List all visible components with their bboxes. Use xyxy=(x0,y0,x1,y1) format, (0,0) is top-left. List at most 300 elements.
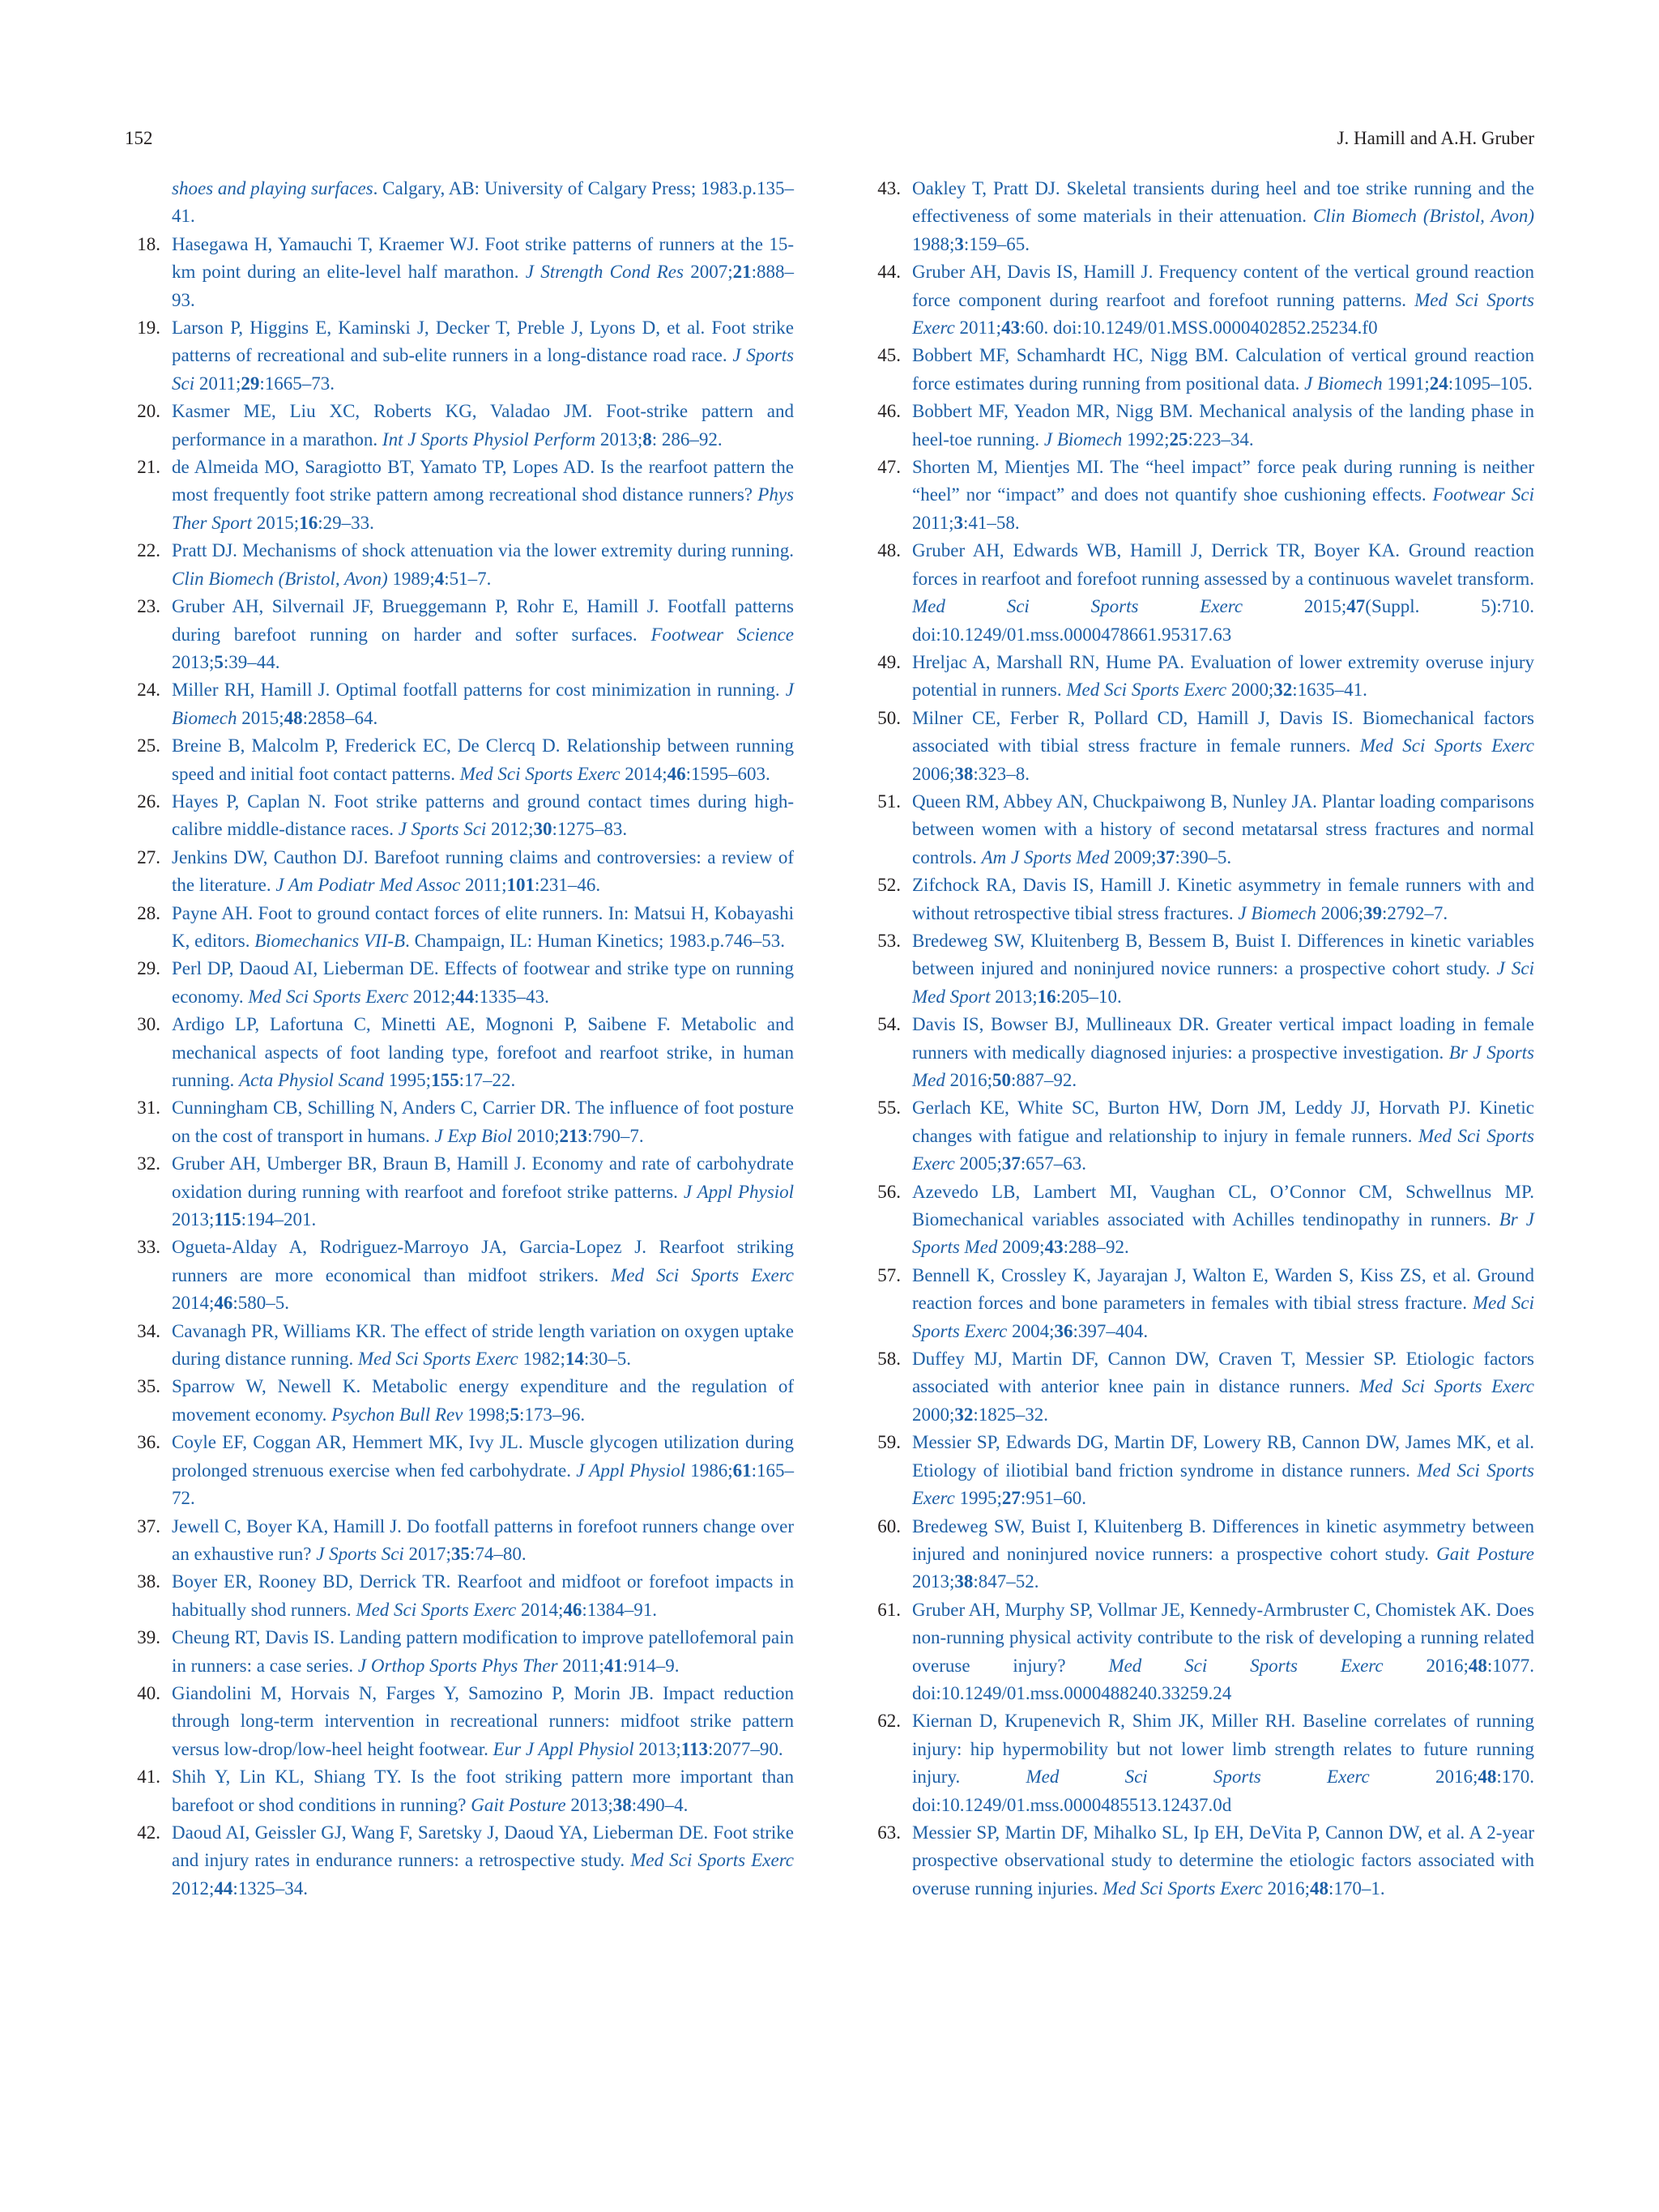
citation-year: 2017; xyxy=(403,1543,451,1564)
citation-year: 1988; xyxy=(912,233,955,254)
citation-pages: :1384–91. xyxy=(582,1599,657,1620)
citation-authors-title: Breine B, Malcolm P, Frederick EC, De Clercq D. Relationship between running speed and initial foot contact patterns. xyxy=(172,735,794,784)
citation-authors-title: Bredeweg SW, Buist I, Kluitenberg B. Differences in kinetic asymmetry between injured and noninjured novice runners: a prospective cohort study. xyxy=(912,1515,1534,1564)
citation-year: 2005; xyxy=(954,1153,1002,1174)
citation-authors-title: Hreljac A, Marshall RN, Hume PA. Evaluation of lower extremity overuse injury potential in runners. xyxy=(912,651,1534,701)
citation-volume: 16 xyxy=(299,512,318,533)
citation-journal: J Appl Physiol xyxy=(683,1181,794,1202)
citation-journal: J Exp Biol xyxy=(434,1125,513,1146)
citation-pages: :580–5. xyxy=(232,1293,290,1314)
citation-authors-title: Giandolini M, Horvais N, Farges Y, Samozino P, Morin JB. Impact reduction through long-term intervention in recreational runners: midfoot strike pattern versus low-drop/low-heel height footwear. xyxy=(172,1682,794,1759)
reference-number: 52. xyxy=(877,875,901,896)
citation-pages: :2077–90. xyxy=(708,1738,783,1759)
citation-year: . Calgary, AB: University of Calgary Press; 1983.p.135–41. xyxy=(172,178,794,227)
citation-journal: J Sports Sci xyxy=(172,345,794,394)
reference-citation[interactable] xyxy=(912,1596,1534,1708)
citation-journal: Med Sci Sports Exerc xyxy=(912,1460,1534,1509)
citation-volume: 44 xyxy=(214,1877,233,1899)
reference-citation[interactable] xyxy=(172,676,794,732)
reference-item xyxy=(125,1373,794,1429)
citation-journal: Phys Ther Sport xyxy=(172,484,794,533)
citation-journal: Gait Posture xyxy=(1436,1543,1534,1564)
reference-citation[interactable] xyxy=(172,1234,794,1317)
citation-year: 2013; xyxy=(912,1571,955,1592)
reference-number: 33. xyxy=(137,1237,160,1258)
reference-citation[interactable] xyxy=(172,1624,794,1680)
reference-number: 20. xyxy=(137,401,160,422)
reference-item xyxy=(125,955,794,1011)
citation-year: 2013; xyxy=(990,986,1038,1007)
citation-journal: J Appl Physiol xyxy=(576,1460,685,1481)
reference-citation[interactable] xyxy=(912,649,1534,705)
citation-authors-title: Milner CE, Ferber R, Pollard CD, Hamill J, Davis IS. Biomechanical factors associated with tibial stress fracture in female runners. xyxy=(912,707,1534,757)
citation-journal: Med Sci Sports Exerc xyxy=(912,289,1534,339)
reference-number: 48. xyxy=(877,540,901,561)
citation-authors-title: Kiernan D, Krupenevich R, Shim JK, Miller RH. Baseline correlates of running injury: hip hypermobility but not lower limb strength relates to future running injury. xyxy=(912,1711,1534,1788)
reference-citation[interactable] xyxy=(912,342,1534,398)
citation-journal: Br J Sports Med xyxy=(912,1042,1534,1090)
citation-pages: :1325–34. xyxy=(232,1877,309,1899)
citation-pages: : 286–92. xyxy=(651,428,723,450)
citation-authors-title: Zifchock RA, Davis IS, Hamill J. Kinetic asymmetry in female runners with and without retrospective tibial stress fractures. xyxy=(912,875,1534,923)
page-number: 152 xyxy=(125,128,153,148)
citation-pages: :1275–83. xyxy=(552,819,628,840)
citation-volume: 37 xyxy=(1156,846,1175,867)
reference-citation[interactable] xyxy=(172,1094,794,1150)
citation-pages: :231–46. xyxy=(535,875,601,896)
citation-pages: :888–93. xyxy=(172,262,795,310)
reference-number: 54. xyxy=(877,1014,901,1035)
citation-pages: :170–1. xyxy=(1328,1877,1385,1899)
citation-year: 1995; xyxy=(383,1070,432,1090)
reference-item xyxy=(125,1819,794,1903)
reference-item xyxy=(865,872,1534,927)
reference-item xyxy=(125,175,794,231)
citation-year: 2000; xyxy=(912,1404,955,1425)
citation-year: 2000; xyxy=(1226,680,1274,701)
citation-authors-title: Messier SP, Martin DF, Mihalko SL, Ip EH, DeVita P, Cannon DW, et al. A 2-year prospective observational study to determine the etiologic factors associated with overuse running injuries. xyxy=(912,1822,1534,1899)
citation-year: 2010; xyxy=(512,1125,560,1146)
reference-citation[interactable] xyxy=(172,788,794,844)
reference-number: 23. xyxy=(137,596,160,617)
citation-year: 2012; xyxy=(486,819,534,840)
citation-year: 1982; xyxy=(518,1349,565,1370)
citation-journal: Med Sci Sports Exerc xyxy=(1359,1376,1535,1397)
reference-number: 41. xyxy=(137,1767,160,1788)
reference-number: 58. xyxy=(877,1349,901,1370)
reference-citation[interactable] xyxy=(172,537,794,593)
reference-item xyxy=(125,314,794,398)
citation-authors-title: Bennell K, Crossley K, Jayarajan J, Walton E, Warden S, Kiss ZS, et al. Ground reaction forces and bone parameters in females with tibial stress fracture. xyxy=(912,1264,1534,1314)
citation-volume: 155 xyxy=(431,1070,459,1090)
citation-pages: :74–80. xyxy=(469,1543,527,1564)
reference-number: 26. xyxy=(137,791,160,812)
citation-year: 2011; xyxy=(194,373,241,394)
citation-pages: :2792–7. xyxy=(1381,902,1448,923)
reference-citation[interactable] xyxy=(912,1011,1534,1094)
citation-volume: 5 xyxy=(214,651,224,672)
reference-citation[interactable] xyxy=(172,1011,794,1094)
citation-authors-title: Azevedo LB, Lambert MI, Vaughan CL, O’Connor CM, Schwellnus MP. Biomechanical variables associated with Achilles tendinopathy in runners. xyxy=(912,1181,1534,1230)
citation-authors-title: Kasmer ME, Liu XC, Roberts KG, Valadao JM. Foot-strike pattern and performance in a marathon. xyxy=(172,401,794,450)
citation-year: 1992; xyxy=(1122,428,1170,450)
reference-number: 56. xyxy=(877,1181,901,1202)
reference-citation[interactable] xyxy=(172,1318,794,1374)
reference-citation[interactable] xyxy=(912,175,1534,258)
citation-journal: Biomechanics VII-B xyxy=(254,930,406,951)
citation-journal: Footwear Sci xyxy=(1432,484,1534,505)
reference-citation[interactable] xyxy=(172,1819,794,1903)
citation-pages: :847–52. xyxy=(973,1571,1039,1592)
reference-number: 38. xyxy=(137,1571,160,1592)
citation-journal: Footwear Science xyxy=(650,624,794,645)
citation-authors-title: Perl DP, Daoud AI, Lieberman DE. Effects of footwear and strike type on running economy. xyxy=(172,958,794,1007)
citation-authors-title: Daoud AI, Geissler GJ, Wang F, Saretsky J, Daoud YA, Lieberman DE. Foot strike and injury rates in endurance runners: a retrospective study. xyxy=(172,1822,794,1871)
citation-pages: :205–10. xyxy=(1056,986,1122,1007)
citation-year: 2015; xyxy=(252,512,300,533)
reference-citation[interactable] xyxy=(172,231,794,314)
reference-number: 53. xyxy=(877,930,901,951)
citation-pages: :1095–105. xyxy=(1448,373,1533,394)
reference-citation[interactable] xyxy=(912,1345,1534,1429)
citation-volume: 38 xyxy=(612,1794,632,1815)
citation-year: 1995; xyxy=(954,1488,1002,1509)
citation-pages: :490–4. xyxy=(631,1794,689,1815)
reference-item xyxy=(125,231,794,314)
reference-citation[interactable] xyxy=(172,1373,794,1429)
citation-journal: Med Sci Sports Exerc xyxy=(912,1125,1534,1174)
citation-pages: :170. doi:10.1249/01.mss.0000485513.12437.0d xyxy=(912,1767,1535,1815)
citation-authors-title: Gruber AH, Edwards WB, Hamill J, Derrick TR, Boyer KA. Ground reaction forces in rearfoot and forefoot running assessed by a continuous wavelet transform. xyxy=(912,540,1534,589)
citation-pages: (Suppl. 5):710. doi:10.1249/01.mss.0000478661.95317.63 xyxy=(912,596,1535,645)
reference-item xyxy=(125,1429,794,1512)
reference-item xyxy=(125,732,794,788)
citation-authors-title: Davis IS, Bowser BJ, Mullineaux DR. Greater vertical impact loading in female runners with medically diagnosed injuries: a prospective investigation. xyxy=(912,1014,1534,1063)
reference-item xyxy=(865,258,1534,342)
citation-pages: :288–92. xyxy=(1063,1237,1129,1258)
reference-number: 40. xyxy=(137,1682,160,1703)
reference-item xyxy=(865,788,1534,872)
reference-item xyxy=(125,398,794,454)
reference-number: 51. xyxy=(877,791,901,812)
reference-number: 34. xyxy=(137,1320,160,1341)
citation-authors-title: Queen RM, Abbey AN, Chuckpaiwong B, Nunley JA. Plantar loading comparisons between women with a history of second metatarsal stress fractures and normal controls. xyxy=(912,791,1534,867)
reference-item xyxy=(125,1318,794,1374)
citation-volume: 46 xyxy=(214,1293,233,1314)
citation-authors-title: Cheung RT, Davis IS. Landing pattern modification to improve patellofemoral pain in runners: a case series. xyxy=(172,1627,794,1676)
citation-year: 2013; xyxy=(565,1794,613,1815)
citation-pages: :1335–43. xyxy=(474,986,549,1007)
reference-citation[interactable] xyxy=(912,1819,1534,1903)
citation-authors-title: Duffey MJ, Martin DF, Cannon DW, Craven T, Messier SP. Etiologic factors associated with anterior knee pain in distance runners. xyxy=(912,1349,1534,1397)
citation-pages: :790–7. xyxy=(586,1125,644,1146)
citation-year: 2009; xyxy=(1109,846,1157,867)
citation-volume: 29 xyxy=(241,373,260,394)
citation-volume: 38 xyxy=(954,763,974,784)
citation-authors-title: Ogueta-Alday A, Rodriguez-Marroyo JA, Garcia-Lopez J. Rearfoot striking runners are more economical than midfoot strikers. xyxy=(172,1237,794,1285)
citation-volume: 8 xyxy=(642,428,652,450)
citation-journal: Med Sci Sports Exerc xyxy=(912,1293,1534,1341)
reference-item xyxy=(865,398,1534,454)
reference-citation[interactable] xyxy=(912,705,1534,788)
reference-number: 46. xyxy=(877,401,901,422)
reference-number: 57. xyxy=(877,1264,901,1285)
citation-journal: Med Sci Sports Exerc xyxy=(356,1599,517,1620)
citation-pages: :1635–41. xyxy=(1292,680,1367,701)
citation-volume: 21 xyxy=(732,262,752,283)
citation-volume: 32 xyxy=(954,1404,974,1425)
citation-authors-title: de Almeida MO, Saragiotto BT, Yamato TP, Lopes AD. Is the rearfoot pattern the most frequently foot strike pattern among recreational shod distance runners? xyxy=(172,457,794,505)
reference-item xyxy=(865,342,1534,398)
citation-pages: :17–22. xyxy=(458,1070,516,1090)
reference-citation[interactable] xyxy=(912,1707,1534,1819)
reference-item xyxy=(865,1429,1534,1512)
citation-volume: 30 xyxy=(533,819,552,840)
reference-number: 60. xyxy=(877,1515,901,1536)
reference-citation[interactable] xyxy=(172,314,794,398)
citation-volume: 39 xyxy=(1363,902,1382,923)
reference-citation[interactable] xyxy=(172,175,794,231)
citation-year: 2011; xyxy=(460,875,507,896)
reference-citation[interactable] xyxy=(172,732,794,788)
citation-authors-title: Sparrow W, Newell K. Metabolic energy expenditure and the regulation of movement economy. xyxy=(172,1376,794,1425)
citation-journal: J Sci Med Sport xyxy=(912,958,1535,1007)
running-head: J. Hamill and A.H. Gruber xyxy=(1337,128,1534,148)
reference-number: 21. xyxy=(137,457,160,478)
citation-pages: :323–8. xyxy=(973,763,1030,784)
citation-journal: Int J Sports Physiol Perform xyxy=(382,428,596,450)
citation-pages: :60. doi:10.1249/01.MSS.0000402852.25234.f0 xyxy=(1020,318,1378,339)
citation-volume: 46 xyxy=(667,763,686,784)
citation-journal: Med Sci Sports Exerc xyxy=(459,763,621,784)
reference-item xyxy=(865,1178,1534,1262)
reference-citation[interactable] xyxy=(912,454,1534,537)
reference-item xyxy=(125,593,794,676)
reference-number: 50. xyxy=(877,707,901,728)
reference-item xyxy=(865,649,1534,705)
reference-number: 24. xyxy=(137,680,160,701)
reference-number: 59. xyxy=(877,1432,901,1453)
reference-citation[interactable] xyxy=(912,788,1534,872)
citation-year: 2011; xyxy=(557,1655,604,1676)
reference-citation[interactable] xyxy=(172,1680,794,1763)
reference-item xyxy=(865,1262,1534,1345)
citation-volume: 48 xyxy=(1478,1767,1497,1788)
citation-journal: J Biomech xyxy=(172,680,794,728)
citation-journal: Br J Sports Med xyxy=(912,1209,1534,1258)
citation-year: . Champaign, IL: Human Kinetics; 1983.p.746–53. xyxy=(405,930,785,951)
citation-volume: 115 xyxy=(214,1209,241,1230)
citation-authors-title: Bobbert MF, Yeadon MR, Nigg BM. Mechanical analysis of the landing phase in heel-toe running. xyxy=(912,401,1534,450)
citation-journal: Med Sci Sports Exerc xyxy=(357,1349,518,1370)
reference-number: 35. xyxy=(137,1376,160,1397)
citation-pages: :223–34. xyxy=(1188,428,1254,450)
reference-citation[interactable] xyxy=(912,1094,1534,1178)
reference-number: 25. xyxy=(137,735,160,757)
reference-number: 62. xyxy=(877,1711,901,1732)
reference-number: 63. xyxy=(877,1822,901,1843)
citation-volume: 61 xyxy=(732,1460,752,1481)
reference-citation[interactable] xyxy=(912,1429,1534,1512)
citation-journal: Psychon Bull Rev xyxy=(331,1404,463,1425)
citation-volume: 27 xyxy=(1001,1488,1021,1509)
reference-citation[interactable] xyxy=(172,398,794,454)
citation-journal: J Biomech xyxy=(1304,373,1383,394)
reference-item xyxy=(865,1596,1534,1708)
citation-volume: 35 xyxy=(450,1543,470,1564)
citation-year: 2009; xyxy=(997,1237,1045,1258)
citation-volume: 3 xyxy=(953,512,964,533)
citation-year: 2016; xyxy=(1262,1877,1310,1899)
reference-number: 47. xyxy=(877,457,901,478)
citation-journal: Med Sci Sports Exerc xyxy=(1108,1655,1384,1676)
citation-authors-title: Shorten M, Mientjes MI. The “heel impact” force peak during running is neither “heel” nor “impact” and does not quantify shoe cushioning effects. xyxy=(912,457,1534,505)
reference-number: 28. xyxy=(137,902,160,923)
citation-pages: :1077. doi:10.1249/01.mss.0000488240.33259.24 xyxy=(912,1655,1534,1703)
citation-volume: 41 xyxy=(603,1655,623,1676)
citation-volume: 38 xyxy=(954,1571,974,1592)
reference-citation[interactable] xyxy=(172,844,794,900)
reference-citation[interactable] xyxy=(912,872,1534,927)
citation-volume: 5 xyxy=(510,1404,520,1425)
reference-citation[interactable] xyxy=(172,1568,794,1624)
reference-item xyxy=(865,705,1534,788)
reference-item xyxy=(865,1345,1534,1429)
citation-pages: :1595–603. xyxy=(685,763,770,784)
citation-journal: J Sports Sci xyxy=(398,819,487,840)
citation-authors-title: Bredeweg SW, Kluitenberg B, Bessem B, Buist I. Differences in kinetic variables between injured and noninjured novice runners: a prospective cohort study. xyxy=(912,930,1534,979)
reference-item xyxy=(865,175,1534,258)
reference-item xyxy=(125,1513,794,1569)
citation-year: 1991; xyxy=(1382,373,1430,394)
reference-column-left xyxy=(125,175,794,1903)
citation-year: 1998; xyxy=(463,1404,510,1425)
reference-citation[interactable] xyxy=(912,537,1534,649)
reference-citation[interactable] xyxy=(172,593,794,676)
page-header xyxy=(0,128,1659,160)
citation-journal: Med Sci Sports Exerc xyxy=(1026,1767,1370,1788)
citation-year: 2006; xyxy=(1316,902,1363,923)
citation-volume: 101 xyxy=(506,875,535,896)
citation-year: 2013; xyxy=(172,651,215,672)
reference-item xyxy=(865,537,1534,649)
reference-item xyxy=(865,927,1534,1011)
reference-citation[interactable] xyxy=(912,1513,1534,1596)
reference-citation[interactable] xyxy=(172,454,794,537)
citation-journal: Am J Sports Med xyxy=(981,846,1110,867)
citation-journal: Med Sci Sports Exerc xyxy=(630,1850,794,1871)
reference-citation[interactable] xyxy=(172,955,794,1011)
citation-volume: 113 xyxy=(680,1738,709,1759)
reference-number: 31. xyxy=(137,1097,160,1119)
citation-pages: :951–60. xyxy=(1020,1488,1087,1509)
reference-number: 44. xyxy=(877,262,901,283)
citation-journal: Gait Posture xyxy=(471,1794,566,1815)
citation-pages: :41–58. xyxy=(963,512,1020,533)
reference-number: 30. xyxy=(137,1014,160,1035)
reference-citation[interactable] xyxy=(912,1178,1534,1262)
citation-authors-title: Gruber AH, Davis IS, Hamill J. Frequency content of the vertical ground reaction force component during rearfoot and forefoot running patterns. xyxy=(912,262,1534,310)
citation-pages: :39–44. xyxy=(223,651,280,672)
citation-journal: Clin Biomech (Bristol, Avon) xyxy=(172,568,388,589)
citation-pages: :30–5. xyxy=(583,1349,632,1370)
reference-number: 49. xyxy=(877,651,901,672)
citation-journal: Med Sci Sports Exerc xyxy=(248,986,409,1007)
citation-authors-title: Hayes P, Caplan N. Foot strike patterns and ground contact times during high-calibre middle-distance races. xyxy=(172,791,794,840)
reference-citation[interactable] xyxy=(172,900,794,956)
citation-year: 2011; xyxy=(912,512,954,533)
citation-authors-title: Pratt DJ. Mechanisms of shock attenuation via the lower extremity during running. xyxy=(172,540,794,561)
citation-volume: 32 xyxy=(1273,680,1293,701)
citation-volume: 47 xyxy=(1346,596,1366,617)
citation-year: 2014; xyxy=(620,763,667,784)
citation-pages: :194–201. xyxy=(241,1209,317,1230)
reference-item xyxy=(865,454,1534,537)
citation-year: 2007; xyxy=(683,262,733,283)
reference-citation[interactable] xyxy=(912,927,1534,1011)
citation-authors-title: Payne AH. Foot to ground contact forces of elite runners. In: Matsui H, Kobayashi K, editors. xyxy=(172,902,794,951)
reference-number: 36. xyxy=(137,1432,160,1453)
reference-citation[interactable] xyxy=(912,1262,1534,1345)
citation-journal: J Strength Cond Res xyxy=(525,262,684,283)
citation-authors-title: Ardigo LP, Lafortuna C, Minetti AE, Mognoni P, Saibene F. Metabolic and mechanical aspects of foot landing type, forefoot and rearfoot strike, in human running. xyxy=(172,1014,794,1090)
reference-item xyxy=(865,1513,1534,1596)
citation-volume: 43 xyxy=(1044,1237,1064,1258)
citation-authors-title: Jewell C, Boyer KA, Hamill J. Do footfall patterns in forefoot runners change over an exhaustive run? xyxy=(172,1515,794,1564)
reference-item xyxy=(125,1234,794,1317)
reference-number: 29. xyxy=(137,958,160,979)
citation-pages: :1825–32. xyxy=(973,1404,1049,1425)
citation-journal: shoes and playing surfaces xyxy=(172,178,373,198)
citation-year: 2015; xyxy=(237,707,284,728)
citation-pages: :657–63. xyxy=(1020,1153,1087,1174)
citation-authors-title: Messier SP, Edwards DG, Martin DF, Lowery RB, Cannon DW, James MK, et al. Etiology of iliotibial band friction syndrome in distance runners. xyxy=(912,1432,1534,1481)
citation-volume: 50 xyxy=(992,1070,1012,1090)
reference-number: 61. xyxy=(877,1599,901,1620)
citation-authors-title: Miller RH, Hamill J. Optimal footfall patterns for cost minimization in running. xyxy=(172,680,786,701)
citation-year: 2013; xyxy=(595,428,643,450)
reference-citation[interactable] xyxy=(912,258,1534,342)
reference-citation[interactable] xyxy=(172,1763,794,1819)
citation-authors-title: Larson P, Higgins E, Kaminski J, Decker T, Preble J, Lyons D, et al. Foot strike patterns of recreational and sub-elite runners in a long-distance road race. xyxy=(172,318,794,366)
citation-authors-title: Jenkins DW, Cauthon DJ. Barefoot running claims and controversies: a review of the literature. xyxy=(172,846,794,896)
reference-number: 18. xyxy=(137,233,160,254)
reference-citation[interactable] xyxy=(172,1150,794,1234)
reference-item xyxy=(125,788,794,844)
reference-item xyxy=(125,1763,794,1819)
reference-item xyxy=(865,1819,1534,1903)
reference-number: 22. xyxy=(137,540,160,561)
citation-year: 2011; xyxy=(954,318,1002,339)
citation-year: 2014; xyxy=(172,1293,215,1314)
citation-volume: 14 xyxy=(565,1349,584,1370)
citation-journal: J Am Podiatr Med Assoc xyxy=(275,875,461,896)
citation-authors-title: Oakley T, Pratt DJ. Skeletal transients during heel and toe strike running and the effectiveness of some materials in their attenuation. xyxy=(912,178,1534,227)
citation-authors-title: Gerlach KE, White SC, Burton HW, Dorn JM, Leddy JJ, Horvath PJ. Kinetic changes with fatigue and relationship to injury in female runners. xyxy=(912,1097,1534,1146)
reference-citation[interactable] xyxy=(172,1429,794,1512)
citation-volume: 36 xyxy=(1054,1320,1073,1341)
citation-volume: 3 xyxy=(954,233,964,254)
citation-pages: :159–65. xyxy=(963,233,1030,254)
citation-journal: J Sports Sci xyxy=(316,1543,404,1564)
reference-citation[interactable] xyxy=(172,1513,794,1569)
reference-item xyxy=(865,1094,1534,1178)
reference-item xyxy=(125,844,794,900)
reference-citation[interactable] xyxy=(912,398,1534,454)
citation-journal: J Biomech xyxy=(1043,428,1123,450)
reference-number: 39. xyxy=(137,1627,160,1648)
citation-authors-title: Bobbert MF, Schamhardt HC, Nigg BM. Calculation of vertical ground reaction force estimates during running from positional data. xyxy=(912,345,1534,394)
